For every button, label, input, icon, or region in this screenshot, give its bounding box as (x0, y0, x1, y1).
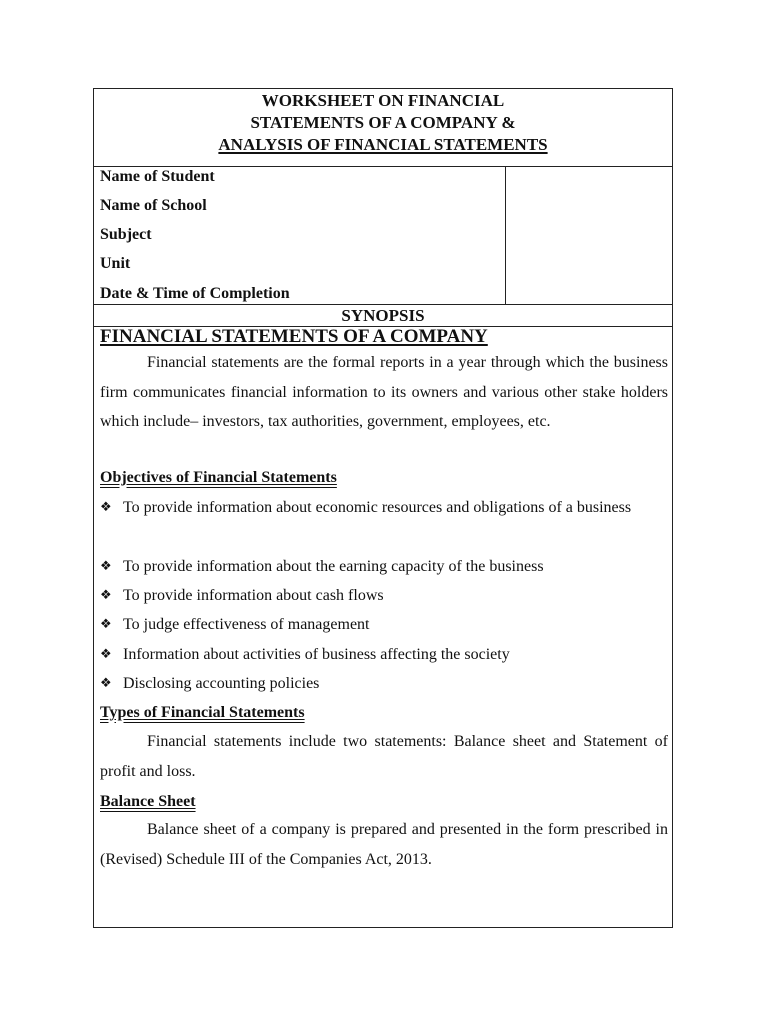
synopsis-heading: SYNOPSIS (94, 305, 672, 327)
objective-item (100, 610, 668, 640)
bullet-diamond-icon: ❖ (100, 676, 112, 691)
balance-sheet-heading: Balance Sheet (100, 793, 196, 810)
objective-item (100, 552, 668, 582)
balance-sheet-paragraph: Balance sheet of a company is prepared and presented in the form prescribed in (Revised) Schedule III of the Companies Act, 2013. (100, 821, 668, 868)
objective-item (100, 581, 668, 611)
types-heading: Types of Financial Statements (100, 704, 305, 721)
title-line-2: STATEMENTS OF A COMPANY & (250, 113, 516, 132)
unit-label: Unit (100, 255, 131, 272)
objective-text: Disclosing accounting policies (123, 675, 320, 692)
objective-item (100, 669, 668, 699)
bullet-diamond-icon: ❖ (100, 617, 112, 632)
objectives-heading: Objectives of Financial Statements (100, 469, 337, 486)
section-title: FINANCIAL STATEMENTS OF A COMPANY (100, 326, 488, 347)
title-line-3: ANALYSIS OF FINANCIAL STATEMENTS (218, 135, 548, 154)
objective-text: To judge effectiveness of management (123, 616, 370, 633)
student-info-table (94, 167, 672, 305)
objective-text: To provide information about economic resources and obligations of a business (123, 499, 632, 516)
bullet-diamond-icon: ❖ (100, 647, 112, 662)
objective-text: To provide information about cash flows (123, 587, 384, 604)
title-line-1: WORKSHEET ON FINANCIAL (261, 91, 505, 110)
subject-label: Subject (100, 226, 152, 243)
intro-paragraph: Financial statements are the formal reports in a year through which the business firm communicates financial information to its owners and various other stake holders which include– investors, tax authorities, government, employees, etc. (100, 354, 668, 430)
title-block (94, 89, 672, 167)
date-time-label: Date & Time of Completion (100, 285, 290, 302)
info-column-divider (505, 167, 506, 305)
bullet-diamond-icon: ❖ (100, 559, 112, 574)
types-paragraph: Financial statements include two statements: Balance sheet and Statement of profit and loss. (100, 733, 668, 780)
bullet-diamond-icon: ❖ (100, 500, 112, 515)
name-of-student-label: Name of Student (100, 168, 215, 185)
bullet-diamond-icon: ❖ (100, 588, 112, 603)
name-of-school-label: Name of School (100, 197, 207, 214)
objective-item (100, 640, 668, 670)
objective-text: Information about activities of business affecting the society (123, 646, 510, 663)
objective-text: To provide information about the earning capacity of the business (123, 558, 544, 575)
objective-item (100, 493, 668, 523)
worksheet-frame (93, 88, 673, 928)
